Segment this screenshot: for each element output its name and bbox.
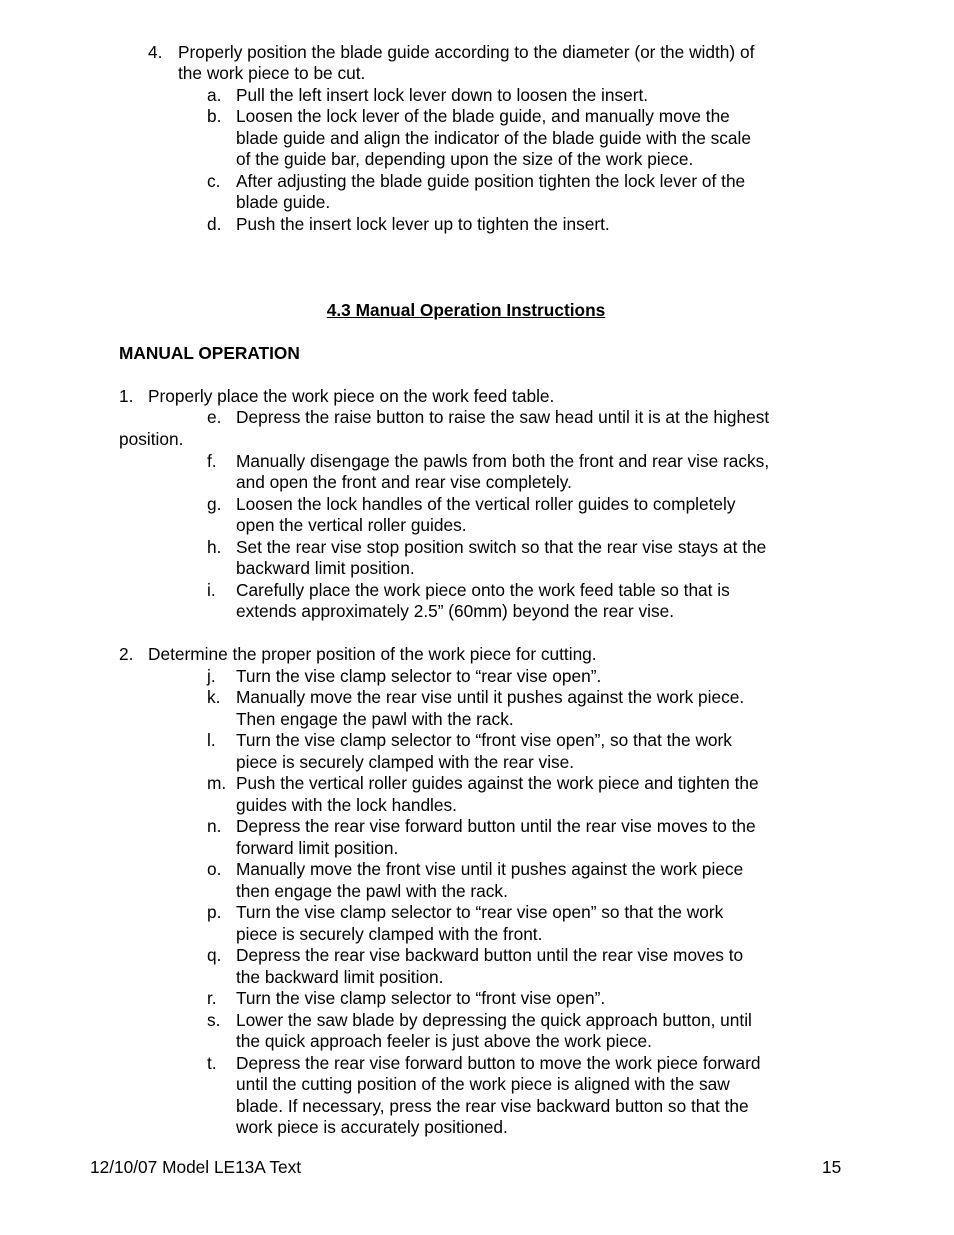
item-n-line-1: Depress the rear vise forward button until the rear vise moves to the <box>236 816 756 836</box>
item-l-marker: l. <box>207 730 216 750</box>
item-f-line-2: and open the front and rear vise completely. <box>236 472 572 492</box>
item-k-line-2: Then engage the pawl with the rack. <box>236 709 514 729</box>
item-g-marker: g. <box>207 494 222 514</box>
item-g-line-2: open the vertical roller guides. <box>236 515 467 535</box>
item-h-line-1: Set the rear vise stop position switch so that the rear vise stays at the <box>236 537 767 557</box>
item-k-marker: k. <box>207 687 221 707</box>
footer-date-model: 12/10/07 Model LE13A Text <box>90 1157 302 1177</box>
item-k-line-1: Manually move the rear vise until it pushes against the work piece. <box>236 687 745 707</box>
item-f-line-1: Manually disengage the pawls from both the front and rear vise racks, <box>236 451 770 471</box>
item-e-marker: e. <box>207 407 222 427</box>
item-o-line-1: Manually move the front vise until it pushes against the work piece <box>236 859 744 879</box>
item-b-marker: b. <box>207 106 222 126</box>
step-4-number: 4. <box>148 42 163 62</box>
step-1-number: 1. <box>119 386 134 406</box>
item-c-line-1: After adjusting the blade guide position tighten the lock lever of the <box>236 171 746 191</box>
item-m-line-2: guides with the lock handles. <box>236 795 457 815</box>
item-s-marker: s. <box>207 1010 221 1030</box>
item-t-line-1: Depress the rear vise forward button to move the work piece forward <box>236 1053 761 1073</box>
item-s-line-1: Lower the saw blade by depressing the quick approach button, until <box>236 1010 752 1030</box>
item-f-marker: f. <box>207 451 217 471</box>
manual-operation-heading: MANUAL OPERATION <box>119 343 300 363</box>
item-n-line-2: forward limit position. <box>236 838 399 858</box>
item-a-line-1: Pull the left insert lock lever down to loosen the insert. <box>236 85 649 105</box>
item-c-line-2: blade guide. <box>236 192 331 212</box>
item-r-marker: r. <box>207 988 217 1008</box>
item-d-line-1: Push the insert lock lever up to tighten the insert. <box>236 214 610 234</box>
item-q-line-2: the backward limit position. <box>236 967 444 987</box>
item-p-line-2: piece is securely clamped with the front. <box>236 924 543 944</box>
item-m-marker: m. <box>207 773 227 793</box>
item-t-line-3: blade. If necessary, press the rear vise backward button so that the <box>236 1096 749 1116</box>
item-o-line-2: then engage the pawl with the rack. <box>236 881 508 901</box>
item-i-line-1: Carefully place the work piece onto the work feed table so that is <box>236 580 730 600</box>
item-q-marker: q. <box>207 945 222 965</box>
item-e-line-2: position. <box>119 429 184 449</box>
item-q-line-1: Depress the rear vise backward button until the rear vise moves to <box>236 945 744 965</box>
item-d-marker: d. <box>207 214 222 234</box>
item-a-marker: a. <box>207 85 222 105</box>
step-2-text: Determine the proper position of the work piece for cutting. <box>148 644 597 664</box>
page-number: 15 <box>822 1157 842 1177</box>
item-s-line-2: the quick approach feeler is just above the work piece. <box>236 1031 652 1051</box>
item-j-marker: j. <box>207 666 216 686</box>
item-e-line-1: Depress the raise button to raise the saw head until it is at the highest <box>236 407 770 427</box>
item-i-line-2: extends approximately 2.5” (60mm) beyond the rear vise. <box>236 601 674 621</box>
item-p-line-1: Turn the vise clamp selector to “rear vise open” so that the work <box>236 902 724 922</box>
item-l-line-2: piece is securely clamped with the rear vise. <box>236 752 575 772</box>
item-g-line-1: Loosen the lock handles of the vertical roller guides to completely <box>236 494 736 514</box>
item-t-marker: t. <box>207 1053 217 1073</box>
item-p-marker: p. <box>207 902 222 922</box>
step-1-text: Properly place the work piece on the work feed table. <box>148 386 555 406</box>
item-i-marker: i. <box>207 580 216 600</box>
item-b-line-1: Loosen the lock lever of the blade guide, and manually move the <box>236 106 730 126</box>
item-j-line-1: Turn the vise clamp selector to “rear vise open”. <box>236 666 602 686</box>
step-4-text-line-2: the work piece to be cut. <box>178 63 366 83</box>
step-4-text-line-1: Properly position the blade guide according to the diameter (or the width) of <box>178 42 755 62</box>
item-h-line-2: backward limit position. <box>236 558 415 578</box>
item-m-line-1: Push the vertical roller guides against the work piece and tighten the <box>236 773 759 793</box>
item-n-marker: n. <box>207 816 222 836</box>
item-r-line-1: Turn the vise clamp selector to “front vise open”. <box>236 988 606 1008</box>
item-b-line-2: blade guide and align the indicator of the blade guide with the scale <box>236 128 751 148</box>
section-heading: 4.3 Manual Operation Instructions <box>326 300 606 320</box>
item-b-line-3: of the guide bar, depending upon the size of the work piece. <box>236 149 694 169</box>
item-t-line-2: until the cutting position of the work piece is aligned with the saw <box>236 1074 730 1094</box>
item-t-line-4: work piece is accurately positioned. <box>236 1117 508 1137</box>
item-l-line-1: Turn the vise clamp selector to “front vise open”, so that the work <box>236 730 732 750</box>
item-h-marker: h. <box>207 537 222 557</box>
step-2-number: 2. <box>119 644 134 664</box>
item-c-marker: c. <box>207 171 221 191</box>
item-o-marker: o. <box>207 859 222 879</box>
